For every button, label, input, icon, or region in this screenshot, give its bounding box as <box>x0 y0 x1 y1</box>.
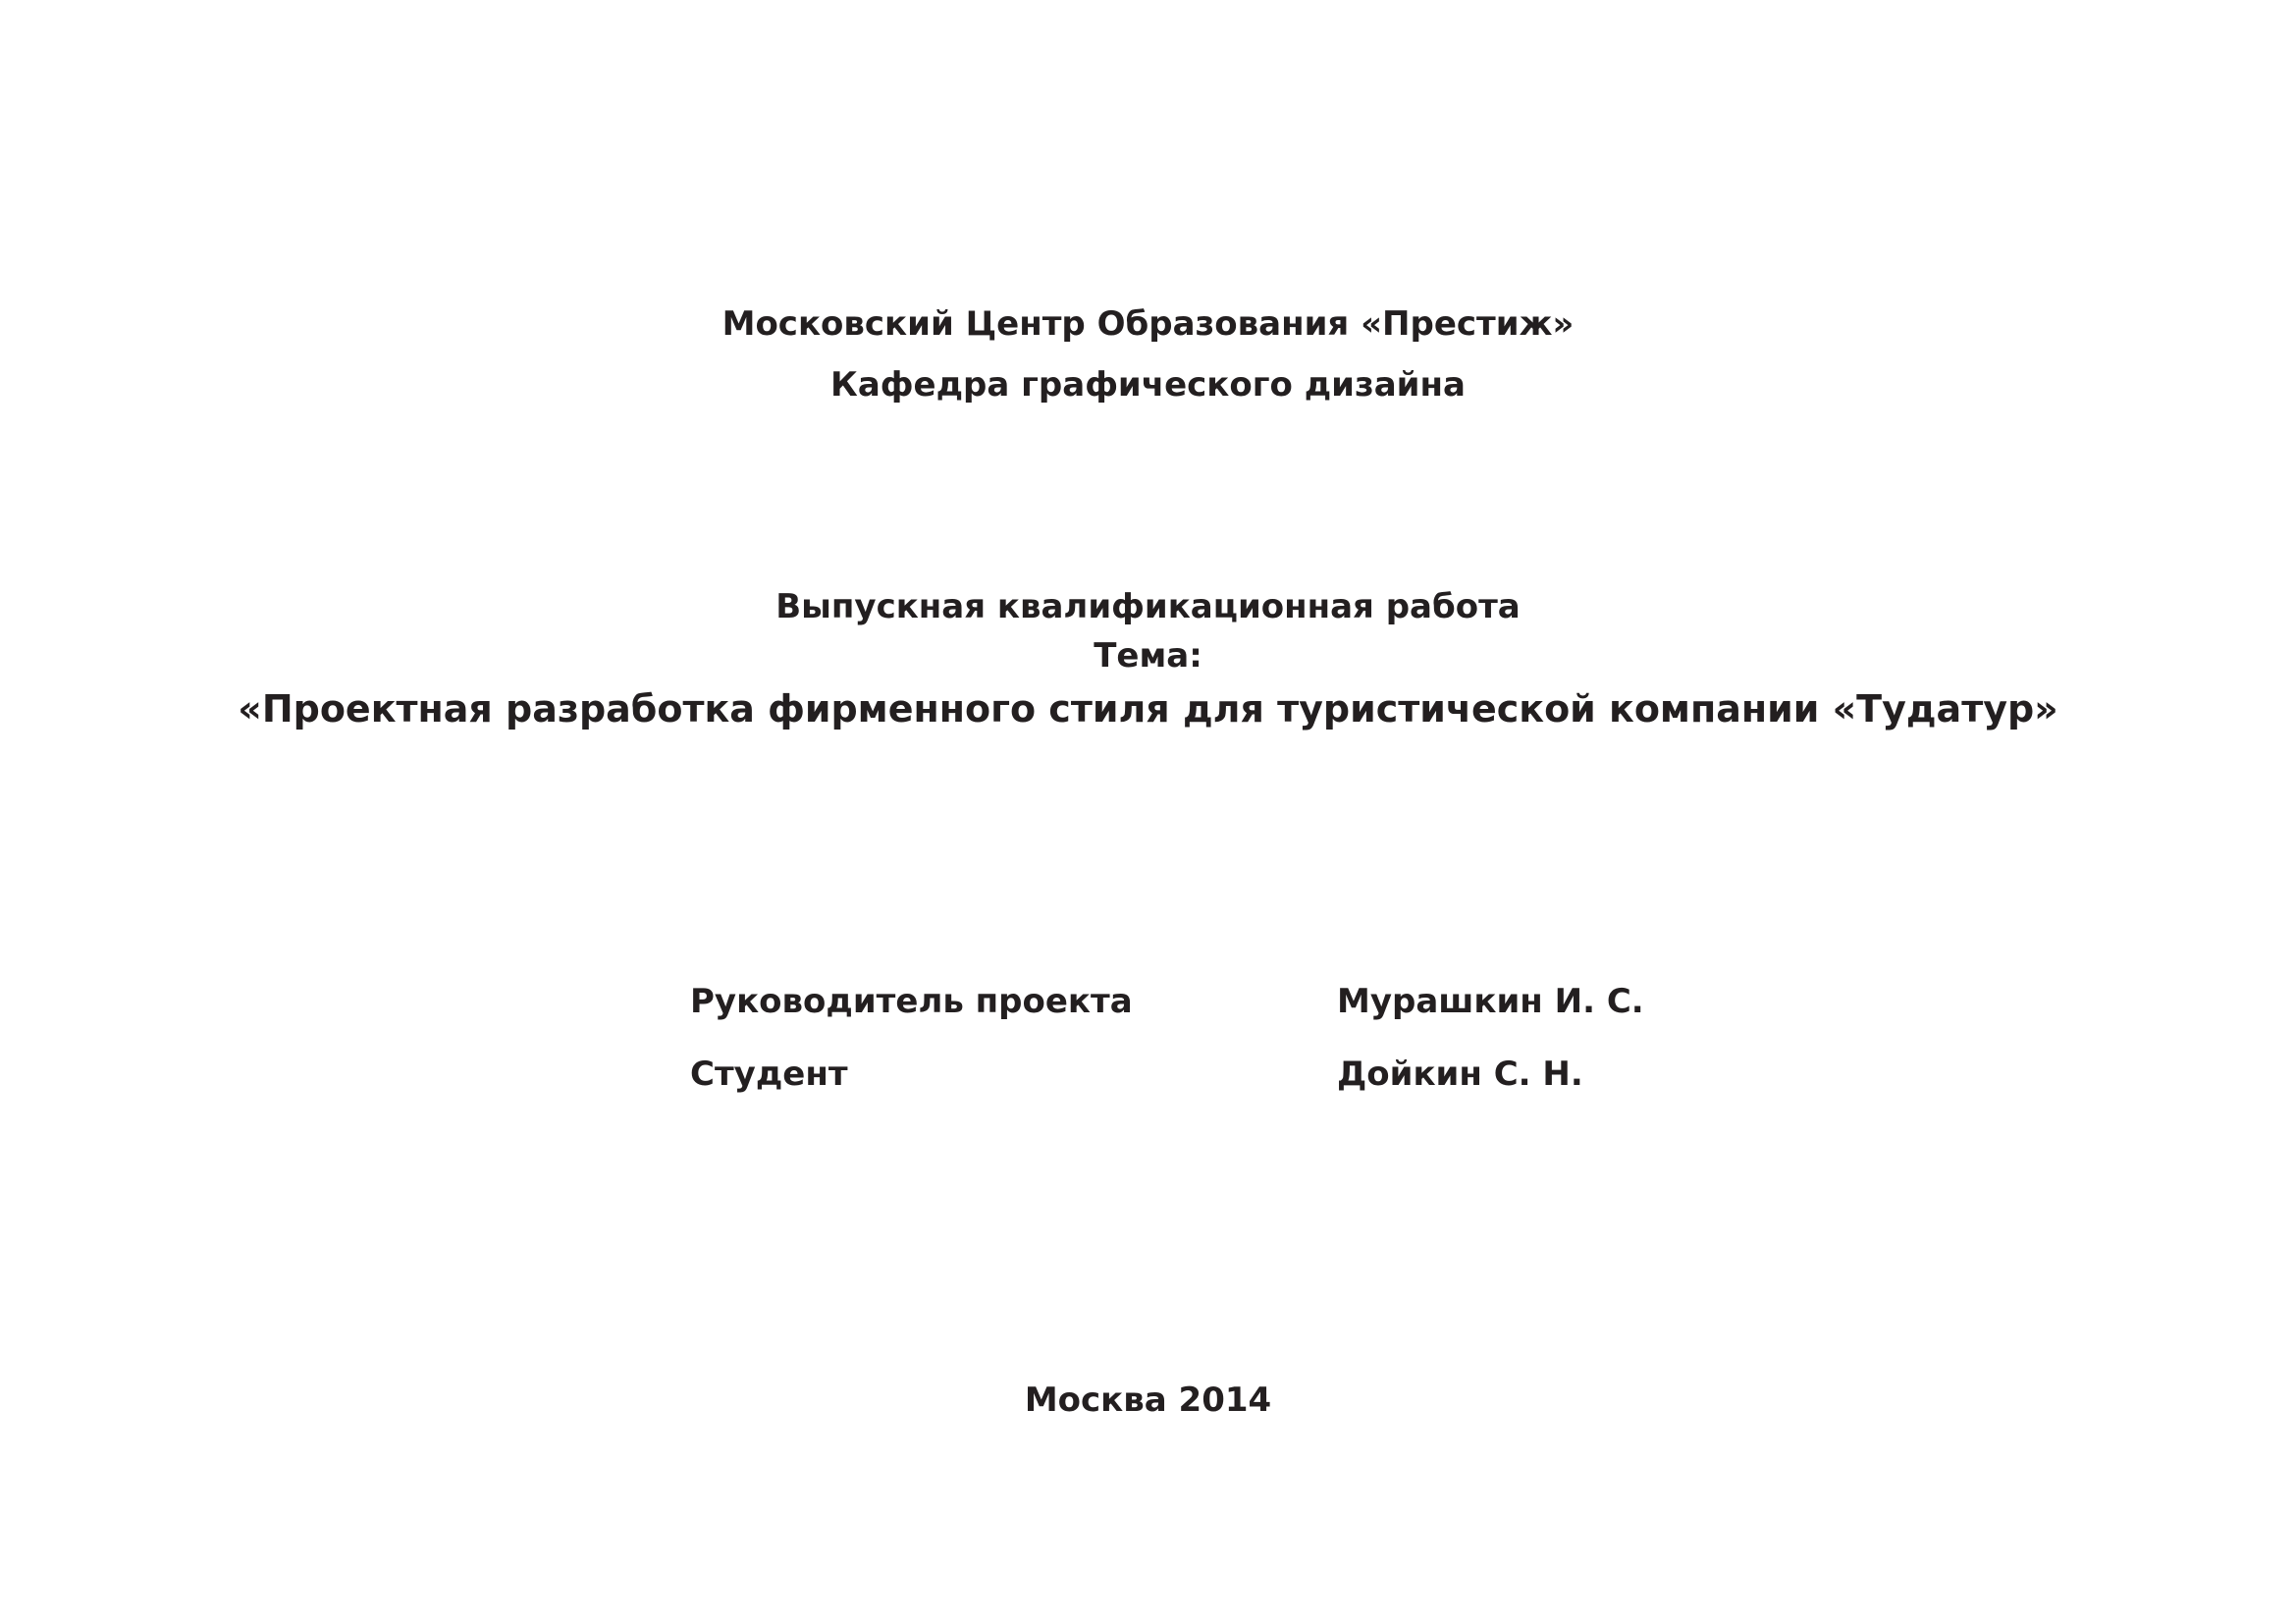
theme-title: «Проектная разработка фирменного стиля для туристической компании «Тудатур» <box>238 687 2058 731</box>
theme-label: Тема: <box>1094 636 1202 676</box>
student-label: Студент <box>690 1055 848 1094</box>
supervisor-name: Мурашкин И. С. <box>1337 982 1644 1021</box>
student-name: Дойкин С. Н. <box>1337 1055 1583 1094</box>
work-type: Выпускная квалификационная работа <box>775 587 1521 626</box>
city-year: Москва 2014 <box>1024 1380 1272 1420</box>
department-name: Кафедра графического дизайна <box>830 365 1466 405</box>
supervisor-label: Руководитель проекта <box>690 982 1133 1021</box>
institution-name: Московский Центр Образования «Престиж» <box>721 304 1575 344</box>
